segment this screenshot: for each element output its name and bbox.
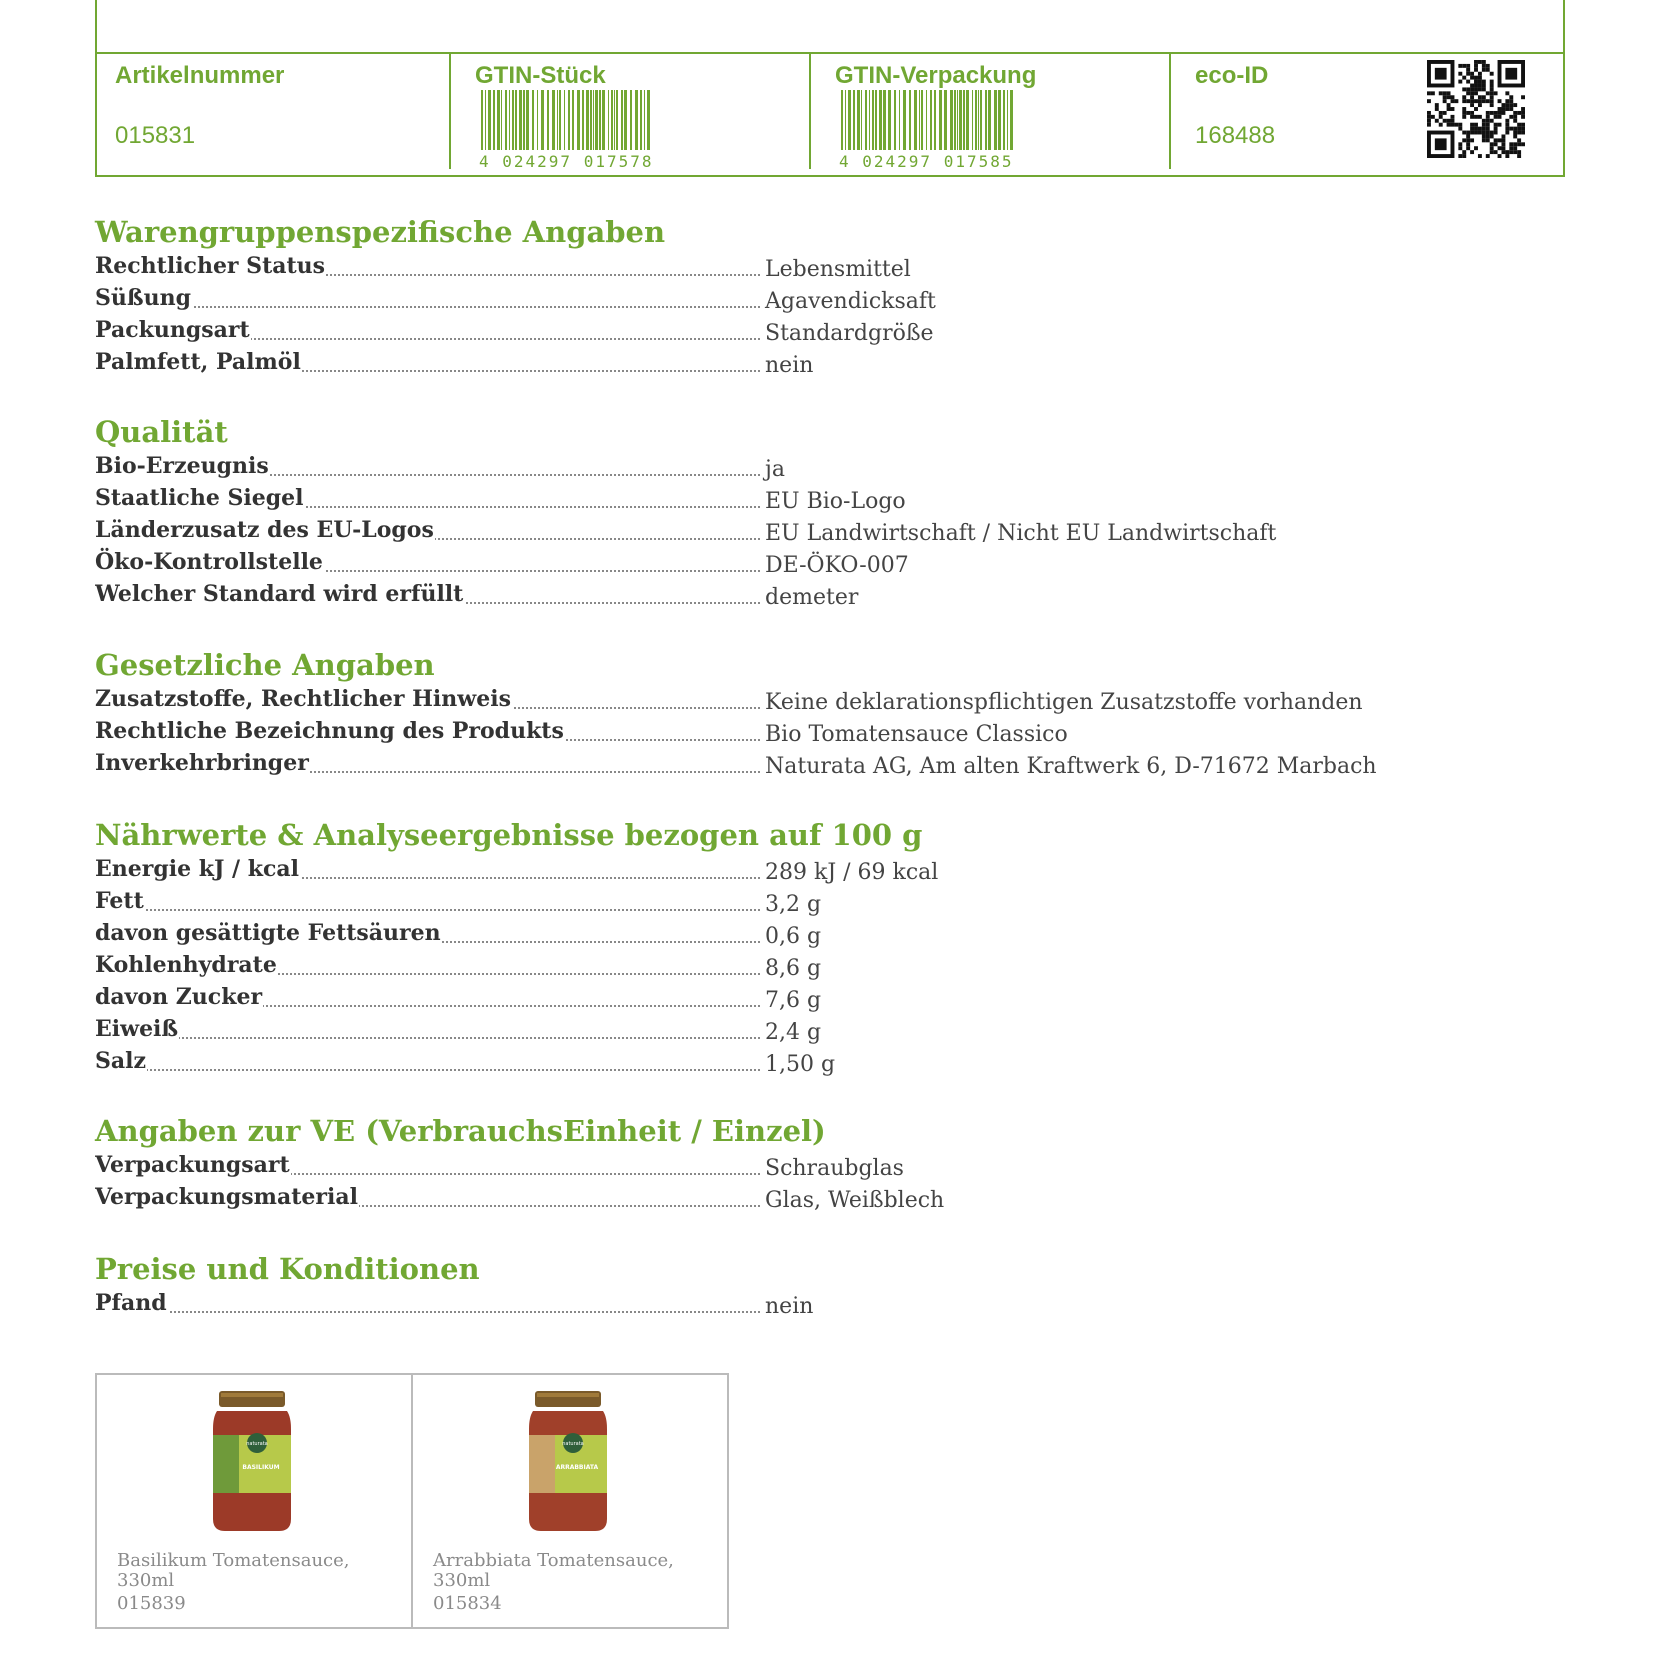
spec-row (95, 515, 1395, 547)
section-naehrwerte (95, 816, 1395, 1078)
section-preise (95, 1250, 1395, 1320)
related-product-name: Arrabbiata Tomatensauce, 330ml (433, 1550, 674, 1591)
spec-value: nein (765, 1294, 814, 1319)
section-verpackung (95, 1112, 1395, 1214)
spec-value: 7,6 g (765, 988, 822, 1013)
product-jar-image (525, 1389, 611, 1533)
spec-row (95, 579, 1395, 611)
spec-label: Inverkehrbringer (95, 750, 309, 776)
divider (809, 54, 811, 169)
spec-row (95, 483, 1395, 515)
spec-label: Länderzusatz des EU-Logos (95, 517, 434, 543)
related-product-card[interactable] (95, 1373, 413, 1629)
spec-row (95, 251, 1395, 283)
related-product-number: 015839 (117, 1593, 186, 1614)
spec-value: Agavendicksaft (765, 289, 936, 314)
related-product-card[interactable] (411, 1373, 729, 1629)
spec-label: Bio-Erzeugnis (95, 453, 269, 479)
spec-value: Schraubglas (765, 1156, 904, 1181)
svg-text:ARRABBIATA: ARRABBIATA (555, 1464, 599, 1471)
spec-row (95, 1150, 1395, 1182)
spec-label: Rechtlicher Status (95, 253, 326, 279)
divider (1169, 54, 1171, 169)
spec-label: Welcher Standard wird erfüllt (95, 581, 464, 607)
divider (97, 52, 1563, 54)
spec-value: Glas, Weißblech (765, 1188, 945, 1213)
spec-value: 2,4 g (765, 1020, 822, 1045)
spec-value: ja (765, 457, 785, 482)
spec-value: DE-ÖKO-007 (765, 553, 909, 578)
section-title: Nährwerte & Analyseergebnisse bezogen auf 100 g (95, 818, 923, 852)
spec-label: davon gesättigte Fettsäuren (95, 920, 441, 946)
spec-row (95, 982, 1395, 1014)
related-product-name: Basilikum Tomatensauce, 330ml (117, 1550, 350, 1591)
gtin-stueck-label: GTIN-Stück (475, 62, 606, 89)
spec-row (95, 547, 1395, 579)
spec-label: Rechtliche Bezeichnung des Produkts (95, 718, 564, 744)
spec-value: 0,6 g (765, 924, 822, 949)
spec-row (95, 1182, 1395, 1214)
svg-text:naturata: naturata (246, 1441, 268, 1447)
spec-value: Lebensmittel (765, 257, 911, 282)
section-qualitaet (95, 413, 1395, 611)
product-identifier-box (95, 0, 1565, 177)
qr-code (1427, 60, 1525, 158)
spec-value: 1,50 g (765, 1052, 836, 1077)
spec-row (95, 347, 1395, 379)
svg-text:BASILIKUM: BASILIKUM (242, 1464, 280, 1471)
spec-row (95, 283, 1395, 315)
spec-label: Packungsart (95, 317, 250, 343)
spec-row (95, 918, 1395, 950)
section-title: Angaben zur VE (VerbrauchsEinheit / Einzel) (95, 1114, 826, 1148)
spec-value: Standardgröße (765, 321, 934, 346)
gtin-verpackung-label: GTIN-Verpackung (835, 62, 1037, 89)
artikelnummer-label: Artikelnummer (115, 62, 285, 89)
spec-label: Verpackungsmaterial (95, 1184, 358, 1210)
svg-text:naturata: naturata (562, 1441, 584, 1447)
section-title: Warengruppenspezifische Angaben (95, 215, 666, 249)
spec-row (95, 315, 1395, 347)
section-title: Qualität (95, 415, 228, 449)
eco-id-label: eco-ID (1195, 62, 1269, 89)
spec-label: davon Zucker (95, 984, 263, 1010)
spec-label: Verpackungsart (95, 1152, 290, 1178)
spec-value: 289 kJ / 69 kcal (765, 860, 939, 885)
spec-value: EU Bio-Logo (765, 489, 906, 514)
spec-label: Fett (95, 888, 144, 914)
artikelnummer-value: 015831 (115, 122, 196, 149)
spec-label: Staatliche Siegel (95, 485, 304, 511)
spec-label: Öko-Kontrollstelle (95, 549, 323, 575)
spec-label: Palmfett, Palmöl (95, 349, 301, 375)
spec-label: Süßung (95, 285, 191, 311)
spec-label: Pfand (95, 1290, 167, 1316)
spec-row (95, 886, 1395, 918)
spec-row (95, 1014, 1395, 1046)
spec-value: EU Landwirtschaft / Nicht EU Landwirtschaft (765, 521, 1277, 546)
spec-value: demeter (765, 585, 859, 610)
related-product-number: 015834 (433, 1593, 502, 1614)
spec-row (95, 748, 1395, 780)
gtin-stueck-digits: 4 024297 017578 (479, 152, 654, 171)
gtin-stueck-barcode (477, 90, 655, 156)
section-warengruppe (95, 213, 1395, 379)
spec-value: Bio Tomatensauce Classico (765, 722, 1068, 747)
spec-label: Zusatzstoffe, Rechtlicher Hinweis (95, 686, 511, 712)
spec-value: nein (765, 353, 814, 378)
spec-label: Kohlenhydrate (95, 952, 277, 978)
spec-label: Eiweiß (95, 1016, 179, 1042)
product-jar-image (209, 1389, 295, 1533)
spec-row (95, 950, 1395, 982)
eco-id-value: 168488 (1195, 122, 1276, 149)
gtin-verpackung-barcode (837, 90, 1015, 156)
section-gesetzliche-angaben (95, 646, 1395, 780)
spec-row (95, 716, 1395, 748)
spec-row (95, 451, 1395, 483)
spec-value: Naturata AG, Am alten Kraftwerk 6, D-71672 Marbach (765, 754, 1377, 779)
spec-row (95, 684, 1395, 716)
spec-row (95, 1288, 1395, 1320)
spec-row (95, 854, 1395, 886)
gtin-verpackung-digits: 4 024297 017585 (839, 152, 1014, 171)
divider (449, 54, 451, 169)
spec-value: 8,6 g (765, 956, 822, 981)
spec-value: Keine deklarationspflichtigen Zusatzstoffe vorhanden (765, 690, 1363, 715)
spec-label: Salz (95, 1048, 146, 1074)
spec-value: 3,2 g (765, 892, 822, 917)
section-title: Preise und Konditionen (95, 1252, 480, 1286)
spec-row (95, 1046, 1395, 1078)
section-title: Gesetzliche Angaben (95, 648, 435, 682)
spec-label: Energie kJ / kcal (95, 856, 300, 882)
